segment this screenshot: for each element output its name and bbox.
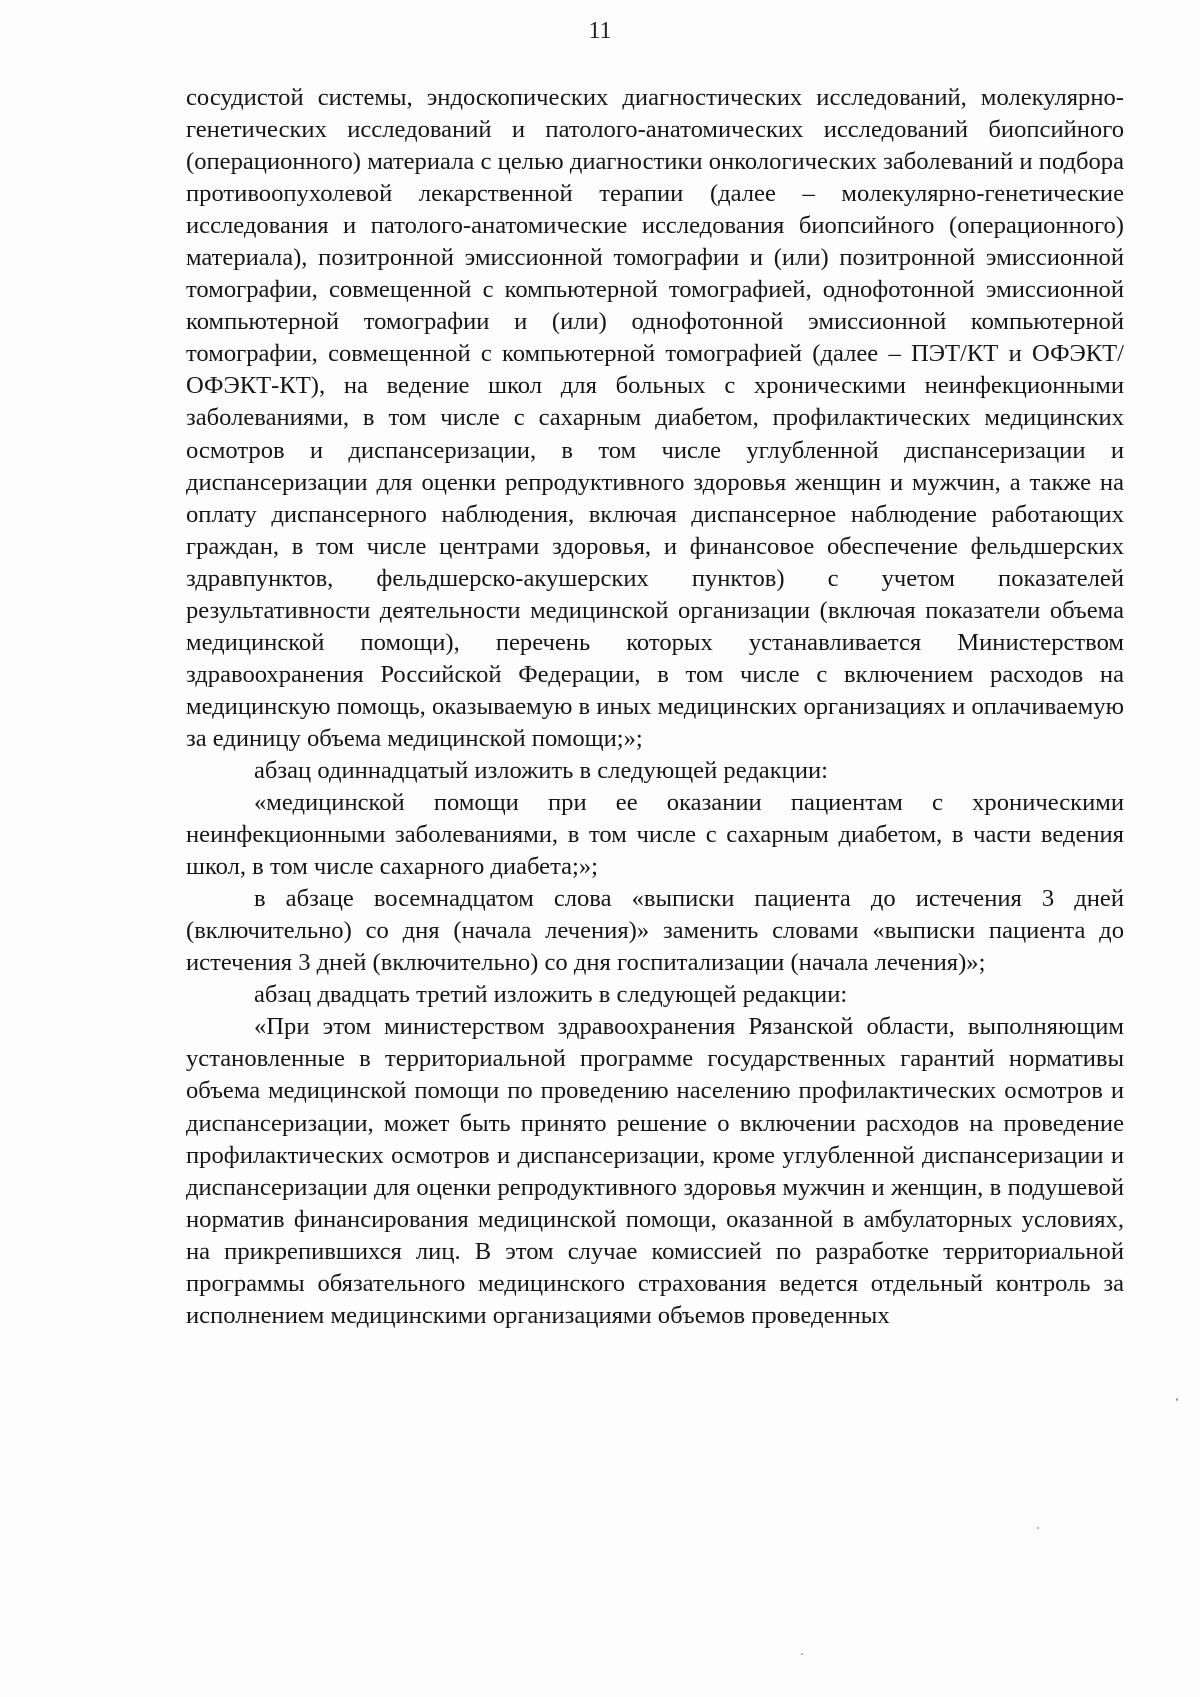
scan-speck	[1037, 1527, 1039, 1529]
paragraph-instruction-eighteenth: в абзаце восемнадцатом слова «выписки пациента до истечения 3 дней (включительно) со дня (начала лечения)» заменить словами «выписки пациента до истечения 3 дней (включительно) со дня госпитализации (начала лечения)»;	[186, 885, 1124, 977]
scan-speck	[1176, 1398, 1178, 1401]
scan-speck	[801, 1653, 803, 1655]
paragraph-continuation: сосудистой системы, эндоскопических диагностических исследований, молекулярно-генетических исследований и патолого-анатомических исследований биопсийного (операционного) материала с целью диагностики онкологических заболеваний и подбора противоопухолевой лекарственной терапии (далее – молекулярно-генетические исследования и патолого-анатомические исследования биопсийного (операционного) материала), позитронной эмиссионной томографии и (или) позитронной эмиссионной томографии, совмещенной с компьютерной томографией, однофотонной эмиссионной компьютерной томографии и (или) однофотонной эмиссионной компьютерной томографии, совмещенной с компьютерной томографией (далее – ПЭТ/КТ и ОФЭКТ/ОФЭКТ-КТ), на ведение школ для больных с хроническими неинфекционными заболеваниями, в том числе с сахарным диабетом, профилактических медицинских осмотров и диспансеризации, в том числе углубленной диспансеризации и диспансеризации для оценки репродуктивного здоровья женщин и мужчин, а также на оплату диспансерного наблюдения, включая диспансерное наблюдение работающих граждан, в том числе центрами здоровья, и финансовое обеспечение фельдшерских здравпунктов, фельдшерско-акушерских пунктов) с учетом показателей результативности деятельности медицинской организации (включая показатели объема медицинской помощи), перечень которых устанавливается Министерством здравоохранения Российской Федерации, в том числе с включением расходов на медицинскую помощь, оказываемую в иных медицинских организациях и оплачиваемую за единицу объема медицинской помощи;»;	[186, 84, 1124, 752]
paragraph-quote-twenty-third: «При этом министерством здравоохранения Рязанской области, выполняющим установленные в территориальной программе государственных гарантий нормативы объема медицинской помощи по проведению населению профилактических осмотров и диспансеризации, может быть принято решение о включении расходов на проведение профилактических осмотров и диспансеризации, кроме углубленной диспансеризации и диспансеризации для оценки репродуктивного здоровья мужчин и женщин, в подушевой норматив финансирования медицинской помощи, оказанной в амбулаторных условиях, на прикрепившихся лиц. В этом случае комиссией по разработке территориальной программы обязательного медицинского страхования ведется отдельный контроль за исполнением медицинскими организациями объемов проведенных	[186, 1013, 1124, 1329]
paragraph-instruction-twenty-third: абзац двадцать третий изложить в следующей редакции:	[254, 981, 848, 1009]
page-number: 11	[588, 18, 612, 44]
document-body	[186, 82, 1124, 1332]
paragraph-instruction-eleventh: абзац одиннадцатый изложить в следующей редакции:	[254, 756, 828, 784]
paragraph-quote-eleventh: «медицинской помощи при ее оказании пациентам с хроническими неинфекционными заболеваниями, в том числе с сахарным диабетом, в части ведения школ, в том числе сахарного диабета;»;	[186, 789, 1124, 881]
